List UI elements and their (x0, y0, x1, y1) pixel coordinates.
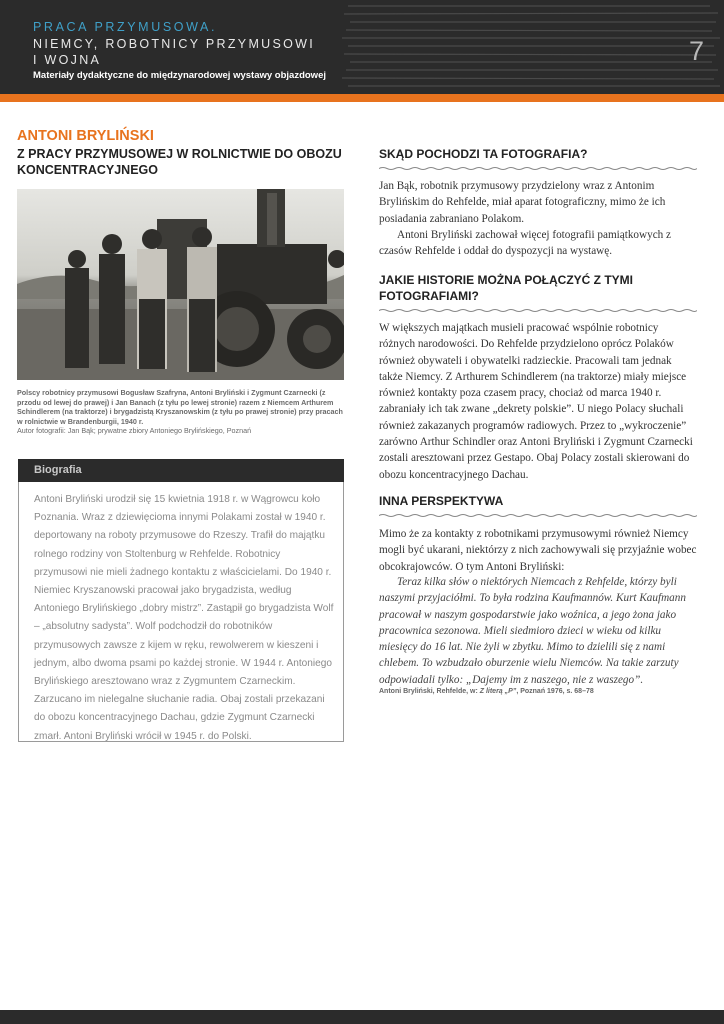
wavy-divider (379, 308, 697, 313)
page-header (0, 0, 724, 94)
article-title: ANTONI BRYLIŃSKI (17, 128, 154, 144)
series-title: PRACA PRZYMUSOWA. (33, 20, 218, 34)
citation-title: Z literą „P” (479, 688, 517, 695)
series-description: Materiały dydaktyczne do międzynarodowej wystawy objazdowej (33, 70, 326, 81)
section-photo-origin-paragraph-2: Antoni Bryliński zachował więcej fotografii pamiątkowych z czasów Rehfelde i oddał do dyspozycji na wystawę. (379, 229, 672, 258)
biography-heading: Biografia (34, 464, 82, 476)
section-heading-photo-origin: SKĄD POCHODZI TA FOTOGRAFIA? (379, 147, 588, 161)
series-subtitle-line1: NIEMCY, ROBOTNICY PRZYMUSOWI (33, 37, 316, 51)
biography-text: Antoni Bryliński urodził się 15 kwietnia 1918 r. w Wągrowcu koło Poznania. Wraz z dziewięcioma innymi Polakami został w 1940 r. deportowany na roboty przymusowe do Rzeszy. Trafił do majątku rolnego rodziny von Stoltenburg w Rehfelde. Robotnicy przymusowi nie mieli żadnego kontaktu z właścicielami. Do 1940 r. Niemiec Kryszanowski pracował jako brygadzista, według Antoniego Brylińskiego „dobry mistrz”. Zastąpił go brygadzista Wolf – „absolutny sadysta”. Wolf podchodził do robotników przymusowych zawsze z kijem w ręku, rewolwerem w kieszeni i jednym, albo dwoma psami po każdej stronie. W 1944 r. Antoniego Brylińskiego aresztowano wraz z Zygmuntem Czarneckim. Zarzucano im nielegalne słuchanie radia. Obaj zostali przekazani do obozu koncentracyjnego Dachau, gdzie Zygmunt Czarnecki zmarł. Antoni Bryliński wrócił w 1945 r. do Polski. (34, 494, 334, 742)
citation-details: , Poznań 1976, s. 68–78 (516, 688, 594, 695)
wavy-divider (379, 513, 697, 518)
header-stripes-decoration (340, 0, 724, 94)
section-other-perspective-paragraph: Mimo że za kontakty z robotnikami przymusowymi również Niemcy mogli być ukarani, niektórzy z nich zachowywali się przyjaźnie wobec obcokrajowców. O tym Antoni Bryliński: (379, 528, 697, 573)
series-subtitle-line2: I WOJNA (33, 53, 102, 67)
wavy-divider (379, 166, 697, 171)
photo-caption (17, 388, 344, 436)
biography-heading-bar (18, 459, 344, 482)
section-photo-origin-paragraph-1: Jan Bąk, robotnik przymusowy przydzielony wraz z Antonim Brylińskim do Rehfelde, miał aparat fotograficzny, mimo że ich posiadania zabraniano Polakom. (379, 180, 666, 225)
photo-credit: Autor fotografii: Jan Bąk; prywatne zbiory Antoniego Brylińskiego, Poznań (17, 426, 252, 436)
page-number: 7 (688, 36, 704, 66)
footer-bar (0, 1010, 724, 1024)
historical-photograph (17, 189, 344, 380)
quote-source-citation (379, 688, 697, 695)
section-heading-stories: JAKIE HISTORIE MOŻNA POŁĄCZYĆ Z TYMI FOTOGRAFIAMI? (379, 273, 634, 303)
citation-author: Antoni Bryliński, Rehfelde, w: (379, 688, 480, 695)
testimony-quote: Teraz kilka słów o niektórych Niemcach z Rehfelde, którzy byli naszymi przyjaciółmi. To była rodzina Kaufmannów. Kurt Kaufmann pracował w naszym gospodarstwie jako woźnica, a jego żona jako pracownica sezonowa. Mieli siedmioro dzieci w wieku od kilku miesięcy do 16 lat. Nie żyli w zbytku. Mimo to dzielili się z nami chlebem. To wzbudzało oburzenie wielu Niemców. Na takie zarzuty odpowiadali tylko: „Dajemy im z naszego, nie z waszego”. (379, 576, 686, 686)
section-stories-paragraph: W większych majątkach musieli pracować wspólnie robotnicy różnych narodowości. Do Rehfelde przydzielono oprócz Polaków również obywateli i obywatelki radzieckie. Pracowali tam jednak także Niemcy. Z Arthurem Schindlerem (na traktorze) miały miejsce również kontakty poza czasem pracy, chociaż od marca 1940 r. zabraniały ich tak zwane „dekrety polskie”. U niego Polacy słuchali również zakazanych programów radiowych. Przez to „wykroczenie” zarówno Arthur Schindler oraz Antoni Bryliński i Zygmunt Czarnecki zostali aresztowani przez Gestapo. Obaj Polacy zostali skierowani do obozu koncentracyjnego Dachau. (379, 322, 693, 481)
article-subtitle: Z PRACY PRZYMUSOWEJ W ROLNICTWIE DO OBOZU KONCENTRACYJNEGO (17, 147, 342, 177)
header-accent-bar (0, 94, 724, 102)
section-heading-other-perspective: INNA PERSPEKTYWA (379, 494, 504, 508)
photo-caption-description: Polscy robotnicy przymusowi Bogusław Szafryna, Antoni Bryliński i Zygmunt Czarnecki (z przodu od lewej do prawej) i Jan Banach (z tyłu po lewej stronie) razem z Niemcem Arthurem Schindlerem (na traktorze) i brygadzistą Kryszanowskim (z tyłu po prawej stronie) przy pracach w rolnictwie w Brandenburgii, 1940 r. (17, 388, 343, 426)
